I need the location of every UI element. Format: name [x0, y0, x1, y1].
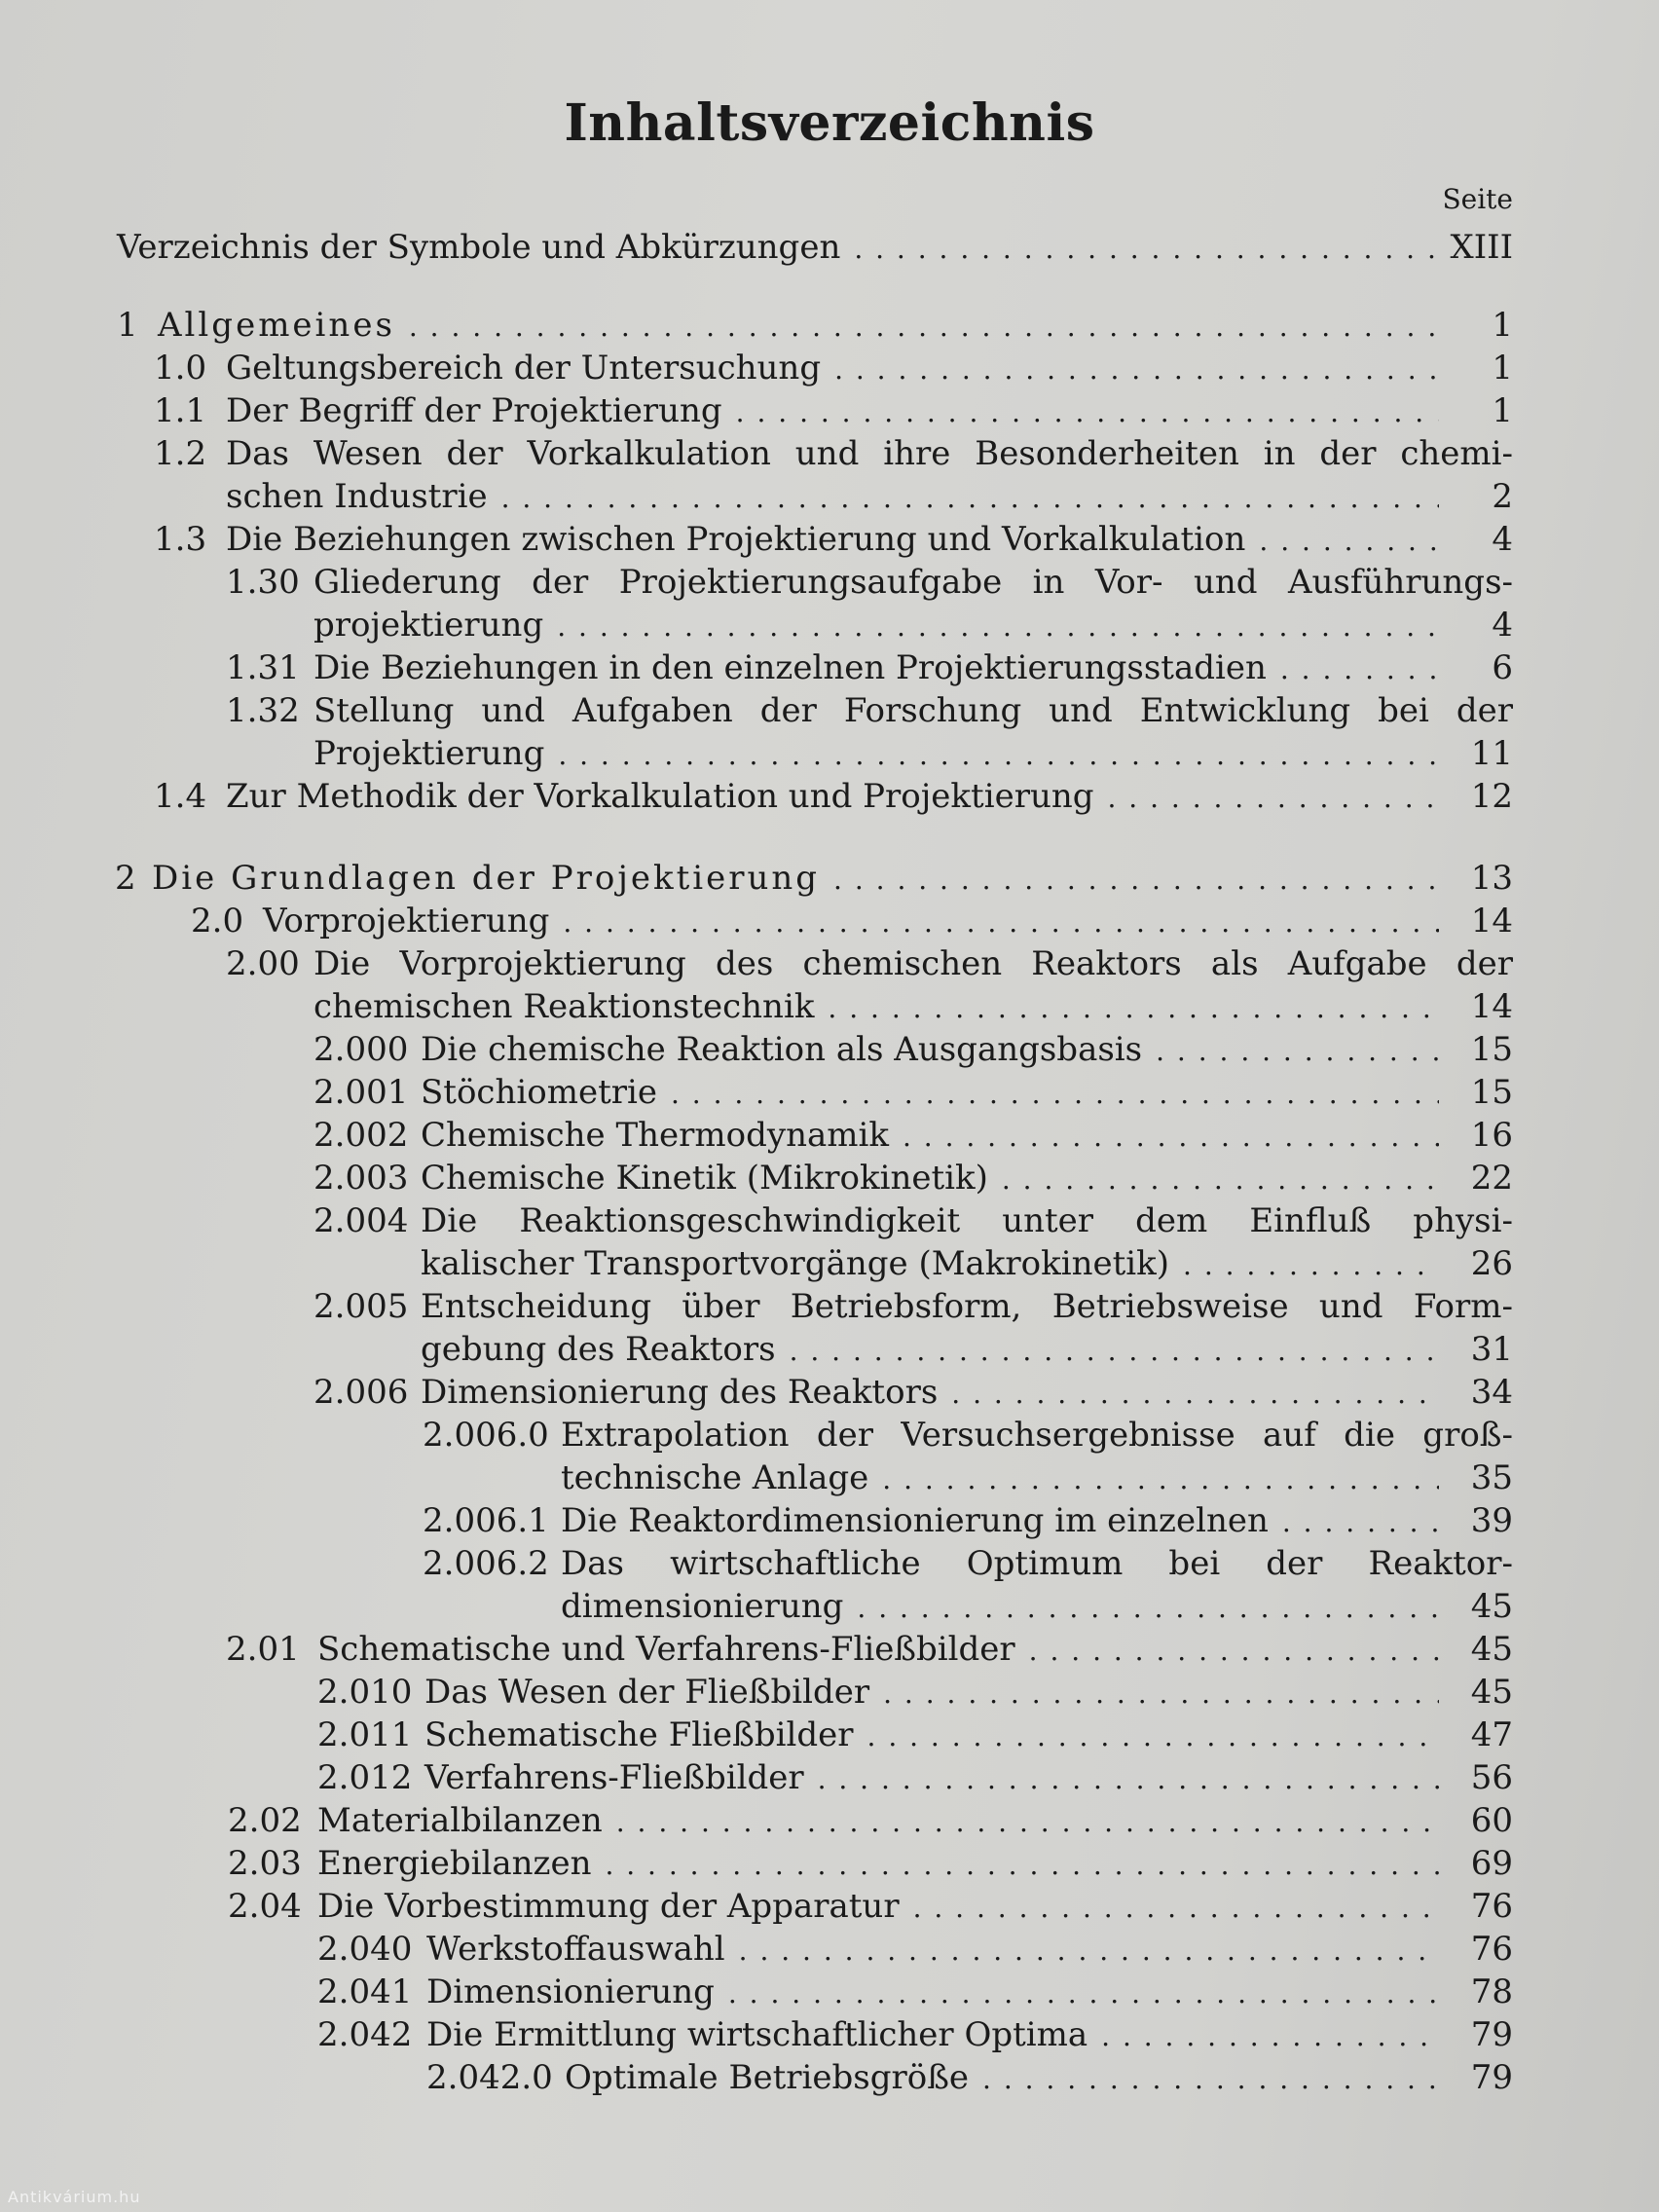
toc-entry	[0, 1757, 1659, 1798]
toc-entry-title: Chemische Kinetik (Mikrokinetik)	[421, 1159, 988, 1198]
leader-dots	[501, 476, 1439, 517]
toc-page-number: 14	[1470, 987, 1513, 1026]
toc-entry-title: Energiebilanzen	[317, 1844, 592, 1883]
toc-entry	[0, 433, 1659, 474]
toc-entry-number: 2.042	[317, 2015, 413, 2054]
toc-entry-number: 2.02	[228, 1801, 302, 1840]
toc-entry-number: 1	[117, 306, 141, 345]
toc-entry-title: Geltungsbereich der Untersuchung	[226, 349, 822, 387]
toc-entry	[0, 227, 1659, 268]
toc-entry-title: Das Wesen der Fließbilder	[424, 1673, 870, 1712]
toc-page-number: 78	[1470, 1972, 1513, 2011]
toc-entry-title: Die Beziehungen zwischen Projektierung und Vorkalkulation	[226, 520, 1246, 559]
toc-entry-title: Extrapolation der Versuchsergebnisse auf die groß-	[561, 1416, 1513, 1455]
toc-entry-number: 2.000	[313, 1030, 409, 1069]
toc-entry	[0, 1415, 1659, 1456]
toc-entry-title-continued: technische Anlage	[561, 1458, 869, 1497]
toc-page-number: 1	[1492, 306, 1513, 345]
toc-entry-title-continued: schen Industrie	[226, 477, 488, 516]
toc-entry	[0, 390, 1659, 431]
toc-entry	[0, 2014, 1659, 2055]
toc-entry-title: Schematische und Verfahrens-Fließbilder	[317, 1630, 1015, 1669]
toc-page-number: 76	[1470, 1887, 1513, 1926]
toc-entry-title: Die Vorprojektierung des chemischen Reaktors als Aufgabe der	[313, 944, 1513, 983]
toc-entry	[0, 348, 1659, 388]
toc-entry	[0, 858, 1659, 899]
toc-entry-title: Allgemeines	[158, 306, 395, 345]
leader-dots	[790, 1329, 1439, 1370]
toc-entry-number: 2.012	[317, 1758, 413, 1797]
toc-entry-number: 2.006	[313, 1373, 409, 1412]
toc-entry-number: 1.32	[226, 691, 300, 730]
toc-page-number: 34	[1470, 1373, 1513, 1412]
leader-dots	[557, 605, 1439, 645]
toc-entry	[0, 1972, 1659, 2012]
page-column-header: Seite	[1442, 183, 1513, 215]
toc-entry-number: 1.0	[154, 349, 207, 387]
toc-entry	[0, 1286, 1659, 1327]
toc-page-number: 22	[1470, 1159, 1513, 1198]
leader-dots	[1108, 776, 1439, 817]
toc-entry	[0, 1886, 1659, 1927]
toc-entry-title: Dimensionierung des Reaktors	[421, 1373, 939, 1412]
toc-entry-title: Zur Methodik der Vorkalkulation und Projektierung	[226, 777, 1094, 816]
leader-dots	[1029, 1629, 1439, 1670]
toc-page-number: 14	[1470, 902, 1513, 940]
toc-entry-number: 2.042.0	[426, 2058, 553, 2097]
leader-dots	[854, 227, 1439, 268]
leader-dots	[605, 1843, 1439, 1884]
toc-entry-title: Schematische Fließbilder	[424, 1715, 854, 1754]
toc-entry-continuation	[0, 1586, 1659, 1627]
toc-entry-number: 1.30	[226, 563, 300, 602]
toc-entry-number: 2.006.1	[423, 1501, 549, 1540]
toc-entry-title: Dimensionierung	[426, 1972, 715, 2011]
toc-page-number: 45	[1470, 1630, 1513, 1669]
toc-entry-number: 2.04	[228, 1887, 302, 1926]
toc-entry-title: Die Vorbestimmung der Apparatur	[317, 1887, 900, 1926]
toc-entry	[0, 943, 1659, 984]
toc-entry-number: 2.002	[313, 1116, 409, 1155]
leader-dots	[1002, 1158, 1439, 1198]
toc-entry-number: 2.001	[313, 1073, 409, 1112]
toc-entry-title: Die Ermittlung wirtschaftlicher Optima	[426, 2015, 1088, 2054]
toc-entry-number: 1.4	[154, 777, 207, 816]
leader-dots	[409, 305, 1439, 346]
toc-entry-title-continued: gebung des Reaktors	[421, 1330, 776, 1369]
toc-entry-title: Stöchiometrie	[421, 1073, 657, 1112]
leader-dots	[834, 348, 1439, 388]
leader-dots	[883, 1672, 1439, 1713]
toc-entry-title-continued: chemischen Reaktionstechnik	[313, 987, 815, 1026]
toc-entry-number: 2.005	[313, 1287, 409, 1326]
toc-entry-title: Optimale Betriebsgröße	[565, 2058, 970, 2097]
toc-page-number: 31	[1470, 1330, 1513, 1369]
toc-entry	[0, 1158, 1659, 1198]
toc-entry-title: Die Reaktordimensionierung im einzelnen	[561, 1501, 1269, 1540]
leader-dots	[882, 1457, 1439, 1498]
toc-entry-title-continued: projektierung	[313, 606, 544, 645]
leader-dots	[616, 1800, 1439, 1841]
toc-page-number: 4	[1492, 520, 1513, 559]
toc-entry	[0, 1372, 1659, 1413]
toc-entry	[0, 1929, 1659, 1970]
toc-page-number: 45	[1470, 1587, 1513, 1626]
toc-page-number: XIII	[1450, 228, 1513, 267]
toc-entry-title: Die Reaktionsgeschwindigkeit unter dem Einfluß physi-	[421, 1201, 1513, 1240]
toc-entry-number: 1.31	[226, 648, 300, 687]
toc-page-number: 6	[1492, 648, 1513, 687]
toc-entry-number: 2.01	[226, 1630, 300, 1669]
toc-entry-number: 2.00	[226, 944, 300, 983]
toc-page-number: 56	[1470, 1758, 1513, 1797]
toc-entry-title: Entscheidung über Betriebsform, Betriebsweise und Form-	[421, 1287, 1513, 1326]
toc-entry-number: 2.011	[317, 1715, 413, 1754]
leader-dots	[736, 390, 1439, 431]
toc-page-number: 69	[1470, 1844, 1513, 1883]
leader-dots	[739, 1929, 1439, 1970]
leader-dots	[951, 1372, 1439, 1413]
leader-dots	[913, 1886, 1439, 1927]
leader-dots	[857, 1586, 1439, 1627]
toc-entry	[0, 1115, 1659, 1156]
toc-entry-title: Die Beziehungen in den einzelnen Projektierungsstadien	[313, 648, 1267, 687]
toc-entry-title: Vorprojektierung	[263, 902, 550, 940]
toc-entry-title-continued: dimensionierung	[561, 1587, 844, 1626]
toc-page-number: 35	[1470, 1458, 1513, 1497]
toc-entry-continuation	[0, 1457, 1659, 1498]
leader-dots	[982, 2057, 1439, 2098]
toc-entry-number: 1.3	[154, 520, 207, 559]
toc-entry-title: Materialbilanzen	[317, 1801, 603, 1840]
toc-page-number: 79	[1470, 2058, 1513, 2097]
toc-entry-title: Das wirtschaftliche Optimum bei der Reaktor-	[561, 1544, 1513, 1583]
toc-entry	[0, 1543, 1659, 1584]
toc-page-number: 39	[1470, 1501, 1513, 1540]
toc-entry-number: 1.1	[154, 391, 207, 430]
toc-page-number: 12	[1470, 777, 1513, 816]
toc-entry	[0, 562, 1659, 603]
leader-dots	[558, 733, 1439, 774]
toc-page-number: 13	[1470, 859, 1513, 898]
leader-dots	[833, 858, 1439, 899]
toc-entry-number: 2.010	[317, 1673, 413, 1712]
toc-page-number: 4	[1492, 606, 1513, 645]
toc-entry-title: Werkstoffauswahl	[426, 1930, 725, 1969]
toc-entry-continuation	[0, 605, 1659, 645]
toc-entry-number: 2.004	[313, 1201, 409, 1240]
toc-entry	[0, 1200, 1659, 1241]
toc-entry-title-continued: Projektierung	[313, 734, 545, 773]
toc-page-number: 16	[1470, 1116, 1513, 1155]
toc-entry-title: Das Wesen der Vorkalkulation und ihre Besonderheiten in der chemi-	[226, 434, 1513, 473]
toc-entry-number: 2.0	[191, 902, 244, 940]
toc-page-number: 47	[1470, 1715, 1513, 1754]
toc-entry-continuation	[0, 476, 1659, 517]
toc-entry	[0, 1672, 1659, 1713]
watermark: Antikvárium.hu	[8, 2188, 141, 2206]
toc-page-number: 15	[1470, 1073, 1513, 1112]
toc-entry-number: 2.003	[313, 1159, 409, 1198]
toc-entry	[0, 901, 1659, 941]
leader-dots	[867, 1714, 1439, 1755]
toc-page-number: 15	[1470, 1030, 1513, 1069]
toc-entry-title: Stellung und Aufgaben der Forschung und Entwicklung bei der	[313, 691, 1513, 730]
toc-entry	[0, 1500, 1659, 1541]
toc-entry	[0, 1029, 1659, 1070]
toc-entry-continuation	[0, 1243, 1659, 1284]
toc-entry	[0, 1843, 1659, 1884]
toc-entry-title: Verzeichnis der Symbole und Abkürzungen	[117, 228, 841, 267]
toc-page-number: 1	[1492, 391, 1513, 430]
toc-page-number: 11	[1470, 734, 1513, 773]
toc-entry-number: 1.2	[154, 434, 207, 473]
toc-page-number: 45	[1470, 1673, 1513, 1712]
toc-entry-number: 2.006.0	[423, 1416, 549, 1455]
toc-entry	[0, 1629, 1659, 1670]
leader-dots	[728, 1972, 1439, 2012]
toc-page-number: 76	[1470, 1930, 1513, 1969]
toc-entry	[0, 2057, 1659, 2098]
toc-entry	[0, 647, 1659, 688]
toc-entry-continuation	[0, 1329, 1659, 1370]
leader-dots	[671, 1072, 1439, 1113]
toc-entry-number: 2	[115, 859, 139, 898]
toc-entry	[0, 1714, 1659, 1755]
toc-entry-title: Der Begriff der Projektierung	[226, 391, 722, 430]
toc-entry-continuation	[0, 986, 1659, 1027]
toc-entry-title: Die Grundlagen der Projektierung	[152, 859, 821, 898]
toc-entry-title-continued: kalischer Transportvorgänge (Makrokinetik)	[421, 1244, 1170, 1283]
page-title: Inhaltsverzeichnis	[564, 93, 1095, 153]
toc-page-number: 60	[1470, 1801, 1513, 1840]
toc-entry	[0, 305, 1659, 346]
toc-entry-number: 2.040	[317, 1930, 413, 1969]
leader-dots	[903, 1115, 1439, 1156]
leader-dots	[1101, 2014, 1439, 2055]
toc-entry	[0, 519, 1659, 560]
toc-entry-number: 2.03	[228, 1844, 302, 1883]
leader-dots	[563, 901, 1439, 941]
toc-entry-continuation	[0, 733, 1659, 774]
toc-entry-number: 2.041	[317, 1972, 413, 2011]
toc-page-number: 79	[1470, 2015, 1513, 2054]
toc-page-number: 2	[1492, 477, 1513, 516]
toc-page-number: 26	[1470, 1244, 1513, 1283]
leader-dots	[818, 1757, 1439, 1798]
toc-entry-title: Chemische Thermodynamik	[421, 1116, 889, 1155]
toc-entry	[0, 776, 1659, 817]
leader-dots	[828, 986, 1439, 1027]
toc-entry-title: Gliederung der Projektierungsaufgabe in Vor- und Ausführungs-	[313, 563, 1513, 602]
toc-entry	[0, 1072, 1659, 1113]
toc-entry-title: Verfahrens-Fließbilder	[424, 1758, 804, 1797]
toc-page-number: 1	[1492, 349, 1513, 387]
toc-entry-title: Die chemische Reaktion als Ausgangsbasis	[421, 1030, 1143, 1069]
toc-entry	[0, 1800, 1659, 1841]
toc-entry-number: 2.006.2	[423, 1544, 549, 1583]
toc-entry	[0, 690, 1659, 731]
